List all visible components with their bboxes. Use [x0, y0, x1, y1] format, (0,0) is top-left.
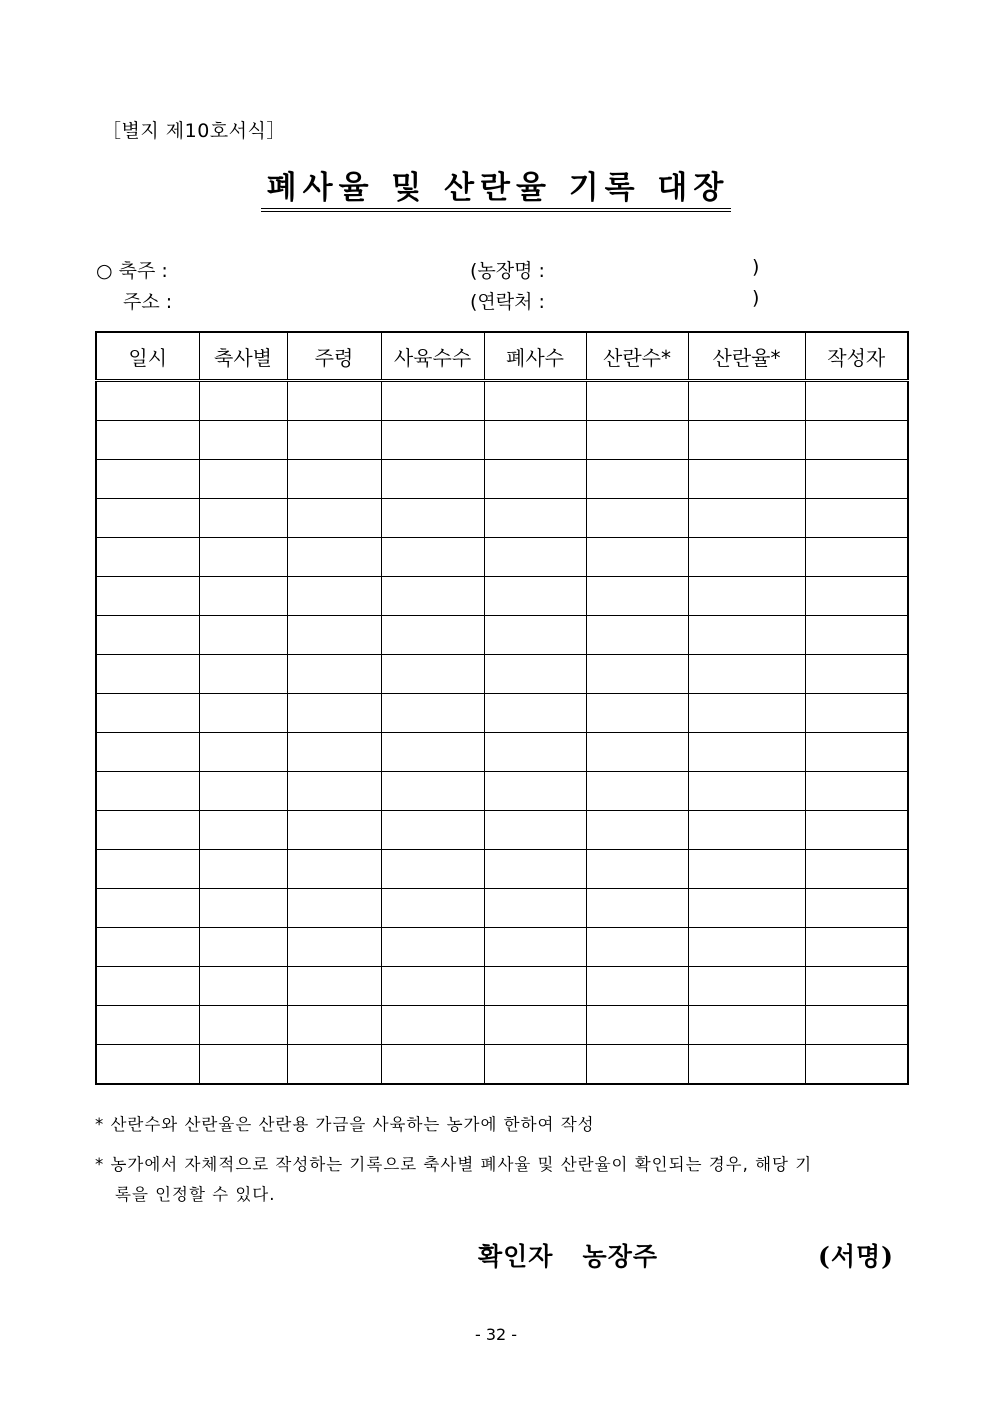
table-cell [484, 655, 586, 694]
table-cell [805, 381, 908, 421]
table-cell [199, 421, 287, 460]
table-row [96, 1045, 908, 1085]
table-cell [586, 850, 688, 889]
table-cell [199, 772, 287, 811]
table-cell [805, 694, 908, 733]
table-cell [381, 694, 484, 733]
table-cell [381, 811, 484, 850]
table-cell [484, 460, 586, 499]
table-cell [199, 928, 287, 967]
table-cell [484, 616, 586, 655]
table-cell [199, 616, 287, 655]
table-row [96, 538, 908, 577]
table-cell [688, 421, 805, 460]
table-row [96, 381, 908, 421]
table-cell [688, 381, 805, 421]
table-cell [484, 1006, 586, 1045]
table-cell [287, 381, 381, 421]
table-cell [199, 1045, 287, 1085]
table-cell [287, 1045, 381, 1085]
table-cell [287, 616, 381, 655]
table-cell [688, 967, 805, 1006]
table-cell [381, 577, 484, 616]
table-cell [805, 460, 908, 499]
table-cell [199, 967, 287, 1006]
table-cell [96, 733, 199, 772]
table-cell [199, 889, 287, 928]
table-cell [96, 850, 199, 889]
table-cell [96, 381, 199, 421]
table-cell [484, 499, 586, 538]
table-row [96, 850, 908, 889]
table-cell [287, 577, 381, 616]
table-cell [484, 381, 586, 421]
table-cell [381, 1045, 484, 1085]
table-cell [484, 811, 586, 850]
table-row [96, 967, 908, 1006]
table-cell [586, 733, 688, 772]
table-cell [287, 421, 381, 460]
table-cell [287, 1006, 381, 1045]
table-cell [96, 928, 199, 967]
header-mortality-count: 폐사수 [484, 332, 586, 381]
table-cell [96, 655, 199, 694]
table-cell [381, 733, 484, 772]
table-cell [96, 460, 199, 499]
table-cell [688, 460, 805, 499]
table-cell [688, 811, 805, 850]
table-cell [96, 1006, 199, 1045]
table-cell [287, 460, 381, 499]
table-cell [586, 577, 688, 616]
table-cell [688, 850, 805, 889]
table-cell [586, 772, 688, 811]
table-cell [805, 1006, 908, 1045]
table-cell [586, 811, 688, 850]
table-row [96, 928, 908, 967]
table-cell [805, 499, 908, 538]
table-cell [484, 577, 586, 616]
table-cell [96, 538, 199, 577]
table-cell [586, 655, 688, 694]
table-cell [96, 694, 199, 733]
table-cell [287, 733, 381, 772]
table-cell [96, 889, 199, 928]
table-cell [805, 772, 908, 811]
form-number-label: ［별지 제10호서식］ [102, 120, 286, 142]
header-date: 일시 [96, 332, 199, 381]
table-cell [96, 772, 199, 811]
table-cell [805, 850, 908, 889]
table-cell [586, 889, 688, 928]
table-row [96, 616, 908, 655]
header-egg-count: 산란수* [586, 332, 688, 381]
header-barn: 축사별 [199, 332, 287, 381]
table-cell [96, 499, 199, 538]
table-row [96, 733, 908, 772]
table-cell [381, 889, 484, 928]
table-cell [381, 928, 484, 967]
table-row [96, 460, 908, 499]
table-cell [199, 538, 287, 577]
table-cell [287, 928, 381, 967]
farm-name-label: (농장명 : [470, 260, 545, 282]
table-cell [586, 538, 688, 577]
table-cell [805, 967, 908, 1006]
table-row [96, 889, 908, 928]
table-cell [586, 967, 688, 1006]
table-row [96, 1006, 908, 1045]
table-cell [688, 499, 805, 538]
table-header-row [96, 332, 908, 381]
table-cell [484, 733, 586, 772]
table-cell [805, 655, 908, 694]
table-cell [381, 381, 484, 421]
table-cell [287, 967, 381, 1006]
table-row [96, 655, 908, 694]
table-cell [805, 811, 908, 850]
table-cell [688, 889, 805, 928]
table-cell [96, 1045, 199, 1085]
table-cell [199, 655, 287, 694]
table-cell [287, 499, 381, 538]
table-cell [586, 616, 688, 655]
table-cell [287, 772, 381, 811]
table-cell [96, 421, 199, 460]
address-label: 주소 : [123, 291, 173, 313]
table-row [96, 772, 908, 811]
table-cell [805, 733, 908, 772]
table-cell [688, 577, 805, 616]
table-cell [688, 538, 805, 577]
table-cell [96, 967, 199, 1006]
table-row [96, 421, 908, 460]
table-cell [805, 421, 908, 460]
contact-label: (연락처 : [470, 291, 545, 313]
table-cell [484, 889, 586, 928]
table-cell [199, 1006, 287, 1045]
table-cell [688, 1006, 805, 1045]
header-age-weeks: 주령 [287, 332, 381, 381]
table-cell [381, 499, 484, 538]
table-cell [381, 1006, 484, 1045]
table-body [96, 381, 908, 1085]
header-flock-count: 사육수수 [381, 332, 484, 381]
contact-close: ) [752, 287, 760, 309]
table-cell [381, 421, 484, 460]
table-cell [199, 694, 287, 733]
table-cell [484, 772, 586, 811]
table-cell [805, 928, 908, 967]
table-cell [586, 694, 688, 733]
table-cell [96, 577, 199, 616]
table-cell [688, 772, 805, 811]
confirmer-label: 확인자 농장주 [478, 1242, 659, 1271]
table-cell [199, 460, 287, 499]
table-cell [586, 928, 688, 967]
table-cell [287, 694, 381, 733]
footnote-1: * 산란수와 산란율은 산란용 가금을 사육하는 농가에 한하여 작성 [95, 1115, 595, 1134]
table-cell [688, 655, 805, 694]
table-cell [484, 421, 586, 460]
table-cell [688, 694, 805, 733]
table-cell [586, 381, 688, 421]
table-cell [199, 850, 287, 889]
farm-name-close: ) [752, 256, 760, 278]
table-cell [805, 616, 908, 655]
table-cell [688, 928, 805, 967]
table-cell [199, 499, 287, 538]
table-cell [96, 616, 199, 655]
table-cell [586, 460, 688, 499]
table-cell [381, 616, 484, 655]
table-cell [199, 381, 287, 421]
table-row [96, 694, 908, 733]
table-cell [381, 460, 484, 499]
table-cell [688, 1045, 805, 1085]
table-cell [199, 577, 287, 616]
table-cell [805, 889, 908, 928]
table-cell [381, 655, 484, 694]
table-cell [287, 811, 381, 850]
table-cell [287, 538, 381, 577]
table-cell [484, 967, 586, 1006]
header-egg-rate: 산란율* [688, 332, 805, 381]
owner-label: ○ 축주 : [96, 260, 168, 282]
table-cell [586, 499, 688, 538]
footnote-2: * 농가에서 자체적으로 작성하는 기록으로 축사별 폐사율 및 산란율이 확인되는 경우, 해당 기 [95, 1155, 813, 1174]
table-cell [96, 811, 199, 850]
table-cell [381, 538, 484, 577]
table-cell [688, 733, 805, 772]
table-cell [484, 1045, 586, 1085]
table-row [96, 499, 908, 538]
table-row [96, 577, 908, 616]
table-cell [805, 577, 908, 616]
table-cell [484, 694, 586, 733]
table-row [96, 811, 908, 850]
table-cell [199, 811, 287, 850]
table-cell [381, 850, 484, 889]
table-cell [586, 1045, 688, 1085]
table-cell [381, 967, 484, 1006]
table-cell [484, 928, 586, 967]
table-cell [688, 616, 805, 655]
signature-label: (서명) [818, 1242, 894, 1271]
record-table [95, 331, 909, 1085]
table-cell [805, 538, 908, 577]
table-cell [199, 733, 287, 772]
document-title-text: 폐사율 및 산란율 기록 대장 [261, 162, 732, 212]
table-cell [381, 772, 484, 811]
header-author: 작성자 [805, 332, 908, 381]
table-cell [484, 850, 586, 889]
table-cell [484, 538, 586, 577]
table-cell [586, 421, 688, 460]
document-title [0, 162, 992, 212]
page-number: - 32 - [474, 1325, 518, 1344]
table-cell [287, 850, 381, 889]
table-cell [287, 889, 381, 928]
footnote-2-continued: 록을 인정할 수 있다. [115, 1185, 276, 1204]
table-cell [586, 1006, 688, 1045]
table-cell [805, 1045, 908, 1085]
table-cell [287, 655, 381, 694]
